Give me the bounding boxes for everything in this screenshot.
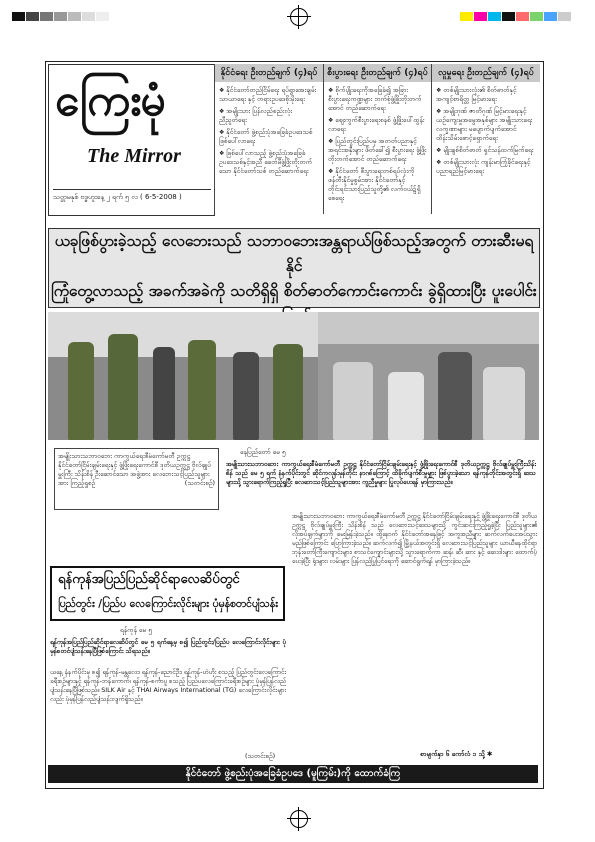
social-objectives-column bbox=[431, 64, 540, 214]
objective-list bbox=[432, 86, 540, 176]
bottom-slogan-banner: နိုင်ငံတော် ဖွဲ့စည်းပုံအခြေခံဥပဒေ (မူကြမ်း)ကို ထောက်ခံကြ bbox=[48, 765, 538, 783]
column-heading: လူမှုရေး ဦးတည်ချက် (၄)ရပ် bbox=[432, 64, 540, 82]
political-objectives-column bbox=[214, 64, 323, 214]
list-item: ❖ နိုင်ငံတော်တည်ငြိမ်ရေး ရပ်ရွာအေးချမ်းသာယာရေး နှင့် တရားဥပဒေစိုးမိုးရေး bbox=[219, 86, 319, 104]
caption-text: အမျိုးသားသဘာဝဘေး ကာကွယ်ရေးစီမံကော်မတီ ဥက္ကဋ္ဌ နိုင်ငံတော်ငြိမ်းချမ်းရေးနှင့် ဖွံ့ဖြိုးရေးကောင်စီ ဒုတိယဥက္ကဋ္ဌ ဗိုလ်ချုပ်မှူးကြီး သိန်းစိန် ဦးဆောင်သော အဖွဲ့အား လေဘေးသင့်ပြည်သူများ အား ကြည့်ရှုစဉ် bbox=[58, 452, 211, 487]
headline-line: ယခုဖြစ်ပွားခဲ့သည့် လေဘေးသည် သဘာဝဘေးအန္တရာယ်ဖြစ်သည့်အတွက် တားဆီးမရနိုင် bbox=[54, 232, 534, 275]
objective-list bbox=[215, 86, 323, 176]
newspaper-logo: ကြေးမုံ bbox=[55, 75, 165, 126]
lead-paragraph: အမျိုးသားသဘာဝဘေး ကာကွယ်ရေးစီမံကော်မတီ ဥက္ကဋ္ဌ နိုင်ငံတော်ငြိမ်းချမ်းရေးနှင့် ဖွံ့ဖြိုးရေးကောင်စီ ဒုတိယဥက္ကဋ္ဌ ဗိုလ်ချုပ်မှူးကြီးသိန်းစိန် သည် မေ ၅ ရက် နံနက်ပိုင်းတွင် ဆိုင်ကလုန်းမုန်တိုင်း နာဂစ်ကြောင့် ထိခိုက်ပျက်စီးမှုများ ဖြစ်ပွားခဲ့သော ရန်ကုန်တိုင်းအတွင်းရှိ ဒေသများသို့ သွားရောက်ကြည့်ရှုပြီး လေဘေးသင့်ပြည်သူများအား ကူညီမှုများ ပြုလုပ်ပေးရန် မှာကြားသည်။ bbox=[226, 461, 536, 486]
list-item: ❖ တစ်မျိုးသားလုံး ကျန်းမာကြံ့ခိုင်ရေးနှင့် ပညာရည်မြင့်မားရေး bbox=[436, 158, 536, 176]
list-item: ❖ နိုင်ငံတော် စီးပွားရေးတစ်ရပ်လုံးကို ဖန်တီးနိုင်မှုစွမ်းအား နိုင်ငံတော်နှင့် တိုင်းရင်းသားပြည်သူတို့၏ လက်ဝယ်၌ရှိစေရေး bbox=[328, 167, 427, 203]
sub-headline-line: ရန်ကုန်အပြည်ပြည်ဆိုင်ရာလေဆိပ်တွင် bbox=[58, 572, 240, 587]
article-body-right: အမျိုးသားသဘာဝဘေး ကာကွယ်ရေးစီမံကော်မတီ ဥက္ကဋ္ဌ နိုင်ငံတော်ငြိမ်းချမ်းရေးနှင့် ဖွံ့ဖြိုးရေးကောင်စီ ဒုတိယဥက္ကဋ္ဌ ဗိုလ်ချုပ်မှူးကြီး သိန်းစိန် သည် လေဘေးသင့်ဒေသများသို့ ကွင်းဆင်းကြည့်ရှုခဲ့ပြီး ပြည်သူများ၏ လိုအပ်ချက်များကို မေးမြန်းခဲ့သည်။ ထို့နောက် နိုင်ငံတော်အနေဖြင့် အကူအညီများ ဆက်လက်ပေးအပ်သွားမည်ဖြစ်ကြောင်း ပြောကြားခဲ့သည်။ ဆက်လက်၍ မြို့နယ်အတွင်းရှိ လေဘေးသင့်ပြည်သူများ ယာယီနေထိုင်ရာ ဘုန်းတော်ကြီးကျောင်းများ၊ စာသင်ကျောင်းများသို့ သွားရောက်ကာ ဆန်၊ ဆီ၊ ဆား နှင့် ဆေးဝါးများ ထောက်ပံ့ပေးခဲ့ပြီး ရုံးများ၊ လမ်းများ ပြန်လည်ပြုပြင်ရေးကို ဆောင်ရွက်ရန် မှာကြားခဲ့သည်။ bbox=[292, 513, 537, 565]
sub-credit: (သတင်းစဉ်) bbox=[245, 752, 276, 760]
list-item: ❖ အမျိုးဂုဏ် ဇာတိဂုဏ် မြင့်မားရေးနှင့် ယဉ်ကျေးမှုအမွေအနှစ်များ အမျိုးသားရေး လက္ခဏာများ မပျောက်ပျက်အောင် ထိန်းသိမ်းစောင့်ရှောက်ရေး bbox=[436, 107, 536, 143]
issue-dateline: သတ္တမနှစ် ဗဒ္ဓဟူးနေ့ ၂ ရက် ၅ လ ( 6-5-2008 ) bbox=[53, 189, 211, 203]
sub-headline-line: ပြည်တွင်း /ပြည်ပ လေကြောင်းလိုင်းများ ပုံမှန်စတင်ပျံသန်း bbox=[58, 598, 278, 610]
sub-headline bbox=[50, 566, 285, 621]
photo-caption bbox=[54, 448, 219, 510]
list-item: ❖ အမျိုးသား ပြန်လည်စည်းလုံးညီညွတ်ရေး bbox=[219, 107, 319, 125]
sub-dateline: ရန်ကုန် မေ ၅ bbox=[120, 626, 152, 634]
caption-credit: (သတင်းစဉ်) bbox=[184, 479, 215, 487]
main-dateline: နေပြည်တော် မေ ၅ bbox=[240, 448, 286, 456]
sub-lead: ရန်ကုန်အပြည်ပြည်ဆိုင်ရာလေဆိပ်တွင် မေ ၅ ရက်နေ့မှ စ၍ ပြည်တွင်း/ပြည်ပ လေကြောင်းလိုင်းများ ပုံမှန်စတင်ပျံသန်းနေပြီဖြစ်ကြောင်း သိရသည်။ bbox=[50, 639, 286, 655]
headline-line: ကြုံတွေ့လာသည့် အခက်အခဲကို သတိရှိရှိ စိတ်ဓာတ်ကောင်းကောင်း ခွဲရှိထားပြီး ပူးပေါင်း bbox=[51, 282, 537, 300]
masthead bbox=[48, 64, 215, 216]
registration-mark-top-left bbox=[12, 12, 132, 22]
photo-relief-distribution bbox=[318, 312, 539, 440]
list-item: ❖ ဈေးကွက်စီးပွားရေးစနစ် ဖွံ့ဖြိုးပေါ်ထွန်းလာရေး bbox=[328, 116, 427, 134]
sub-body: ယနေ့ နံနက်ပိုင်းမှ စ၍ ရန်ကုန်-မန္တလေး၊ ရန်ကုန်-ညောင်ဦး၊ ရန်ကုန်-ဟဲဟိုး စသည့် ပြည်တွင်းလေကြောင်းခရီးစဉ်များနှင့် ရန်ကုန်-ဘန်ကောက်၊ ရန်ကုန်-စင်္ကာပူ စသည့် ပြည်ပလေကြောင်းခရီးစဉ်များ ပုံမှန်ပြန်လည်ပျံသန်းနေပြီဖြစ်သည်။ SILK Air နှင့် THAI Airways International (TG) လေကြောင်းလိုင်းများလည်း ပုံမှန်ပြန်လည်ပျံသန်းလျက်ရှိသည်။ bbox=[50, 669, 286, 703]
newspaper-subtitle: The Mirror bbox=[87, 145, 181, 167]
list-item: ❖ ဖြစ်ပေါ်လာသည့် ဖွဲ့စည်းပုံအခြေခံဥပဒေသစ်နှင့်အညီ ခေတ်မီဖွံ့ဖြိုးတိုးတက်သော နိုင်ငံတော်သစ် တည်ဆောက်ရေး bbox=[219, 149, 319, 176]
photo-officials-inspection bbox=[48, 312, 318, 440]
list-item: ❖ နိုင်ငံတော် ဖွဲ့စည်းပုံအခြေခံဥပဒေသစ် ဖြစ်ပေါ်လာရေး bbox=[219, 128, 319, 146]
color-bar-top-right bbox=[460, 12, 585, 22]
continued-note: စာမျက်နှာ ၆ ကော်လံ ၁ သို့ ✱ bbox=[420, 750, 493, 758]
column-heading: စီးပွားရေး ဦးတည်ချက် (၄)ရပ် bbox=[324, 64, 431, 82]
list-item: ❖ မျိုးချစ်စိတ်ဓာတ် ရှင်သန်ထက်မြက်ရေး bbox=[436, 146, 536, 155]
crosshair-top-icon bbox=[290, 8, 308, 26]
list-item: ❖ တစ်မျိုးသားလုံး၏ စိတ်ဓာတ်နှင့် အကျင့်စာရိတ္တ မြင့်မားရေး bbox=[436, 86, 536, 104]
economic-objectives-column bbox=[323, 64, 431, 214]
main-headline bbox=[48, 228, 540, 308]
column-heading: နိုင်ငံရေး ဦးတည်ချက် (၄)ရပ် bbox=[215, 64, 323, 82]
list-item: ❖ ပြည်တွင်းပြည်ပမှ အတတ်ပညာနှင့် အရင်းအနှီးများ ဖိတ်ခေါ်၍ စီးပွားရေး ဖွံ့ဖြိုးတိုးတက်အောင် တည်ဆောက်ရေး bbox=[328, 137, 427, 164]
list-item: ❖ စိုက်ပျိုးရေးကိုအခြေခံ၍ အခြားစီးပွားရေးကဏ္ဍများ ဘက်စုံဖွံ့ဖြိုးတိုးတက်အောင် တည်ဆောက်ရေး bbox=[328, 86, 427, 113]
crosshair-bottom-icon bbox=[290, 810, 308, 828]
objective-list bbox=[324, 86, 431, 203]
